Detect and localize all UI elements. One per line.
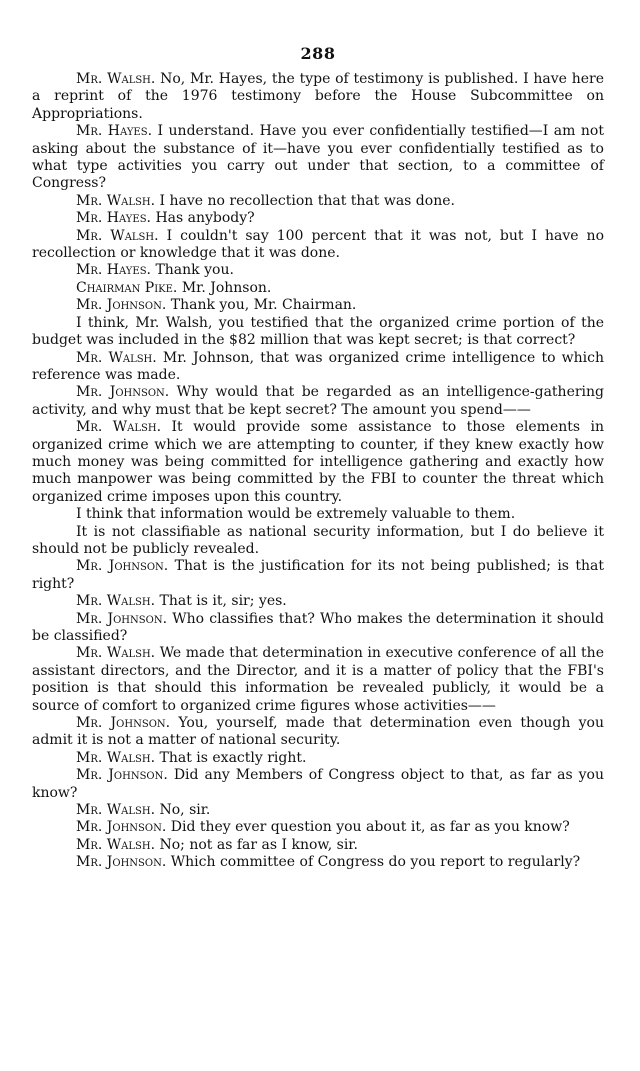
transcript-paragraph [32,611,604,646]
speaker-name: Mr. Johnson. [76,715,171,732]
transcript-paragraph [32,715,604,750]
transcript-paragraph [32,384,604,419]
speaker-name: Mr. Johnson. [76,384,170,401]
paragraph-text: You, yourself, made that determination even though you admit it is not a matter of national security. [32,715,604,749]
transcript-paragraph [32,854,604,871]
paragraph-text: It is not classifiable as national security information, but I do believe it should not be publicly revealed. [32,523,604,557]
transcript-paragraph [32,419,604,506]
speaker-name: Mr. Walsh. [76,227,159,244]
paragraph-text: I understand. Have you ever confidentially testified—I am not asking about the substance of it—have you ever confidentially testified as to what type activities you carry out under that section, to a committee of Congress? [32,123,604,192]
paragraph-text: Thank you. [151,262,234,279]
paragraph-text: Did any Members of Congress object to that, as far as you know? [32,767,604,801]
speaker-name: Mr. Johnson. [76,819,167,836]
speaker-name: Mr. Walsh. [76,836,156,853]
transcript-paragraph [32,645,604,715]
transcript-paragraph [32,350,604,385]
transcript-paragraph [32,524,604,559]
transcript-paragraph [32,819,604,836]
transcript-paragraph [32,280,604,297]
transcript-paragraph [32,228,604,263]
speaker-name: Mr. Walsh. [76,645,156,662]
speaker-name: Mr. Johnson. [76,297,167,314]
speaker-name: Mr. Hayes. [76,262,151,279]
paragraph-text: I have no recollection that that was done. [155,192,455,209]
speaker-name: Mr. Walsh. [76,349,157,366]
speaker-name: Mr. Walsh. [76,71,156,87]
paragraph-text: No, sir. [155,802,211,819]
paragraph-text: That is exactly right. [155,749,307,766]
speaker-name: Mr. Walsh. [76,593,156,610]
paragraph-text: That is the justification for its not being published; is that right? [32,558,604,592]
speaker-name: Mr. Hayes. [76,123,153,140]
speaker-name: Mr. Johnson. [76,558,169,575]
transcript-paragraph [32,262,604,279]
speaker-name: Mr. Walsh. [76,419,162,436]
paragraph-text: It would provide some assistance to those elements in organized crime which we are attempting to counter, if they knew exactly how much money was being committed for intelligence gathering and exactly how much manpower was being committed by the FBI to counter the threat which organized crime imposes upon this country. [32,419,604,505]
paragraph-text: Mr. Johnson. [177,279,272,296]
speaker-name: Chairman Pike. [76,279,178,296]
document-page [32,44,604,872]
speaker-name: Mr. Walsh. [76,749,156,766]
transcript-paragraph [32,593,604,610]
paragraph-text: Did they ever question you about it, as far as you know? [166,819,570,836]
paragraph-text: Thank you, Mr. Chairman. [166,297,357,314]
speaker-name: Mr. Johnson. [76,854,167,871]
transcript-paragraph [32,506,604,523]
paragraph-text: We made that determination in executive conference of all the assistant directors, and the Director, and it is a matter of policy that the FBI's position is that should this information be revealed publicly, it would be a source of comfort to organized crime figures whose activities—— [32,645,604,714]
page-number: 288 [300,44,336,63]
speaker-name: Mr. Walsh. [76,192,156,209]
paragraph-text: No; not as far as I know, sir. [155,836,358,853]
paragraph-text: Who classifies that? Who makes the determination it should be classified? [32,610,604,644]
speaker-name: Mr. Johnson. [76,610,168,627]
speaker-name: Mr. Walsh. [76,802,156,819]
speaker-name: Mr. Hayes. [76,210,151,227]
transcript-paragraph [32,210,604,227]
transcript-paragraph [32,71,604,123]
transcript-paragraph [32,767,604,802]
transcript-paragraph [32,802,604,819]
paragraph-text: Has anybody? [151,210,255,227]
transcript-paragraph [32,123,604,193]
transcript-paragraph [32,558,604,593]
paragraph-text: Mr. Johnson, that was organized crime intelligence to which reference was made. [32,349,604,383]
transcript-paragraph [32,837,604,854]
paragraph-text: No, Mr. Hayes, the type of testimony is published. I have here a reprint of the 1976 testimony before the House Subcommittee on Appropriations. [32,71,604,122]
transcript-paragraph [32,750,604,767]
paragraph-text: I couldn't say 100 percent that it was not, but I have no recollection or knowledge that it was done. [32,227,604,262]
transcript-body [32,71,604,872]
paragraph-text: Why would that be regarded as an intelligence-gathering activity, and why must that be kept secret? The amount you spend—— [32,384,605,418]
paragraph-text: That is it, sir; yes. [155,593,287,610]
speaker-name: Mr. Johnson. [76,767,168,784]
transcript-paragraph [32,297,604,314]
paragraph-text: I think, Mr. Walsh, you testified that the organized crime portion of the budget was included in the $82 million that was kept secret; is that correct? [32,314,604,349]
paragraph-text: Which committee of Congress do you report to regularly? [166,854,581,871]
paragraph-text: I think that information would be extremely valuable to them. [76,506,516,523]
transcript-paragraph [32,315,604,350]
transcript-paragraph [32,193,604,210]
